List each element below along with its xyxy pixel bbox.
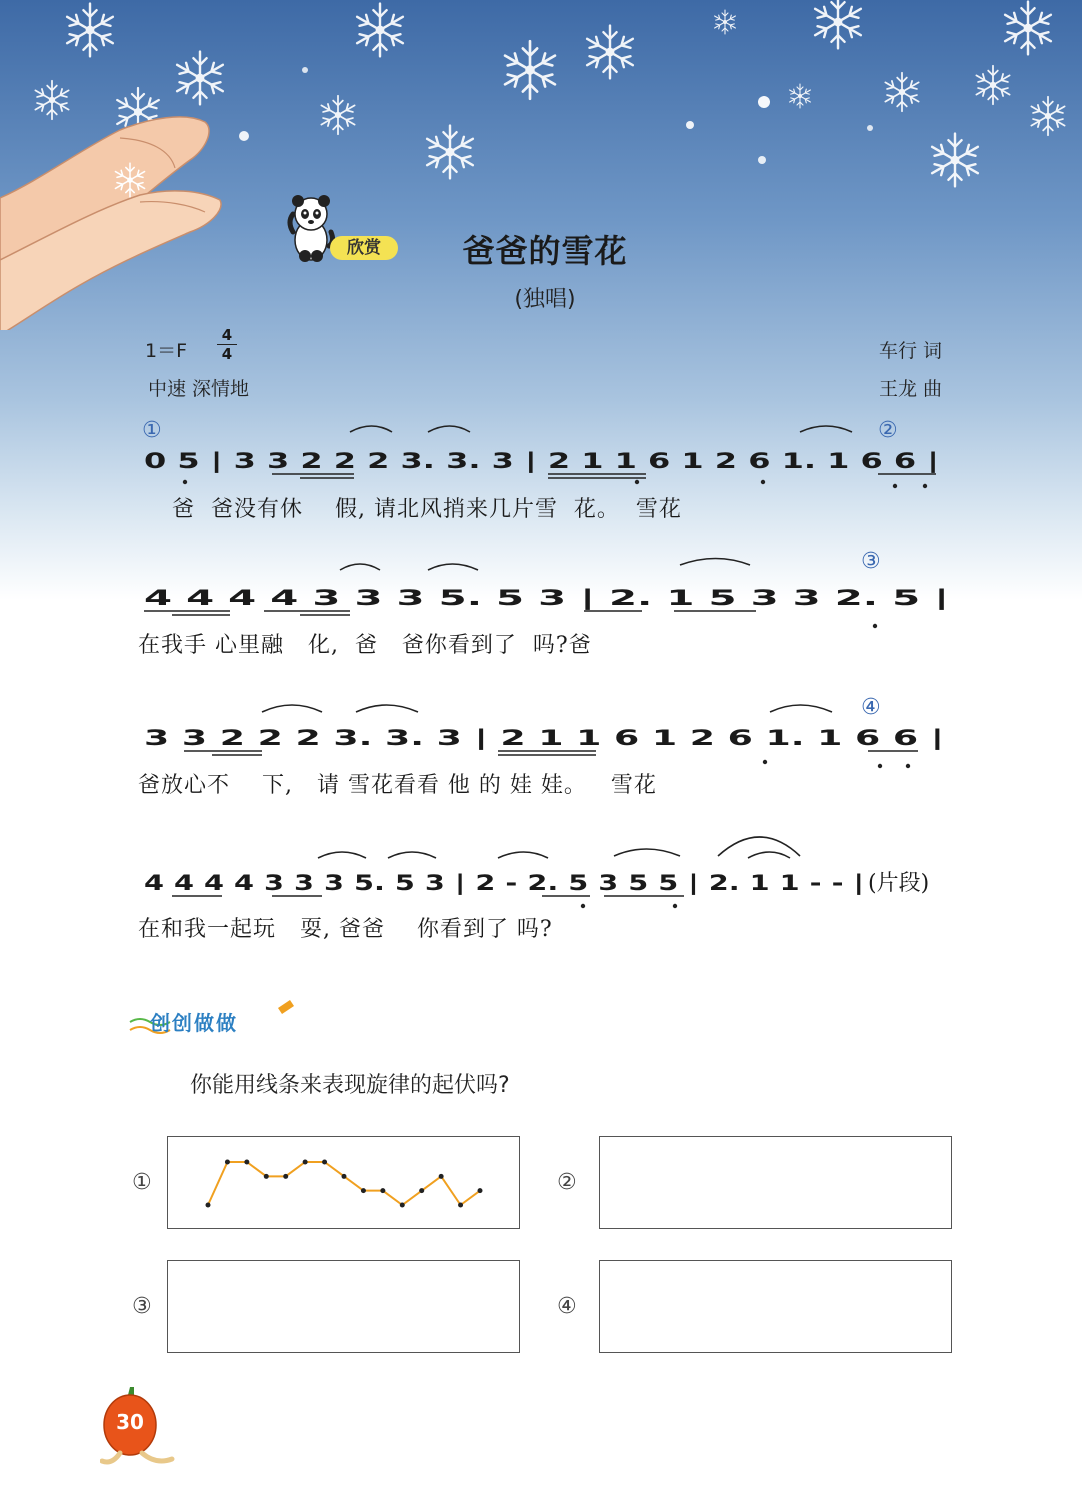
score-line-1-notes: 0 5 | 3 3 2 2 2 3. 3. 3 | 2 1 1 6 1 2 6 1. 1 6 6 | xyxy=(144,449,666,473)
score-line-2 xyxy=(144,549,949,615)
score-line-3 xyxy=(144,695,944,755)
score-line-2-notes: 4 4 4 4 3 3 3 5. 5 3 | 2. 1 5 3 3 2. 5 | xyxy=(144,586,564,610)
contour-point xyxy=(225,1160,230,1165)
song-title: 爸爸的雪花 xyxy=(462,232,628,270)
answer-box-4[interactable] xyxy=(599,1260,952,1353)
score-line-2-lyrics: 在我手 心里融 化, 爸 爸你看到了 吗?爸 xyxy=(138,633,592,658)
excerpt-note: (片段) xyxy=(868,871,930,896)
contour-point xyxy=(361,1188,366,1193)
octave-dot xyxy=(673,904,677,908)
octave-dot xyxy=(761,480,765,484)
song-subtitle: (独唱) xyxy=(514,287,576,312)
score-line-4-lyrics: 在和我一起玩 耍, 爸爸 你看到了 吗? xyxy=(138,917,553,942)
contour-point xyxy=(303,1160,308,1165)
octave-dot xyxy=(893,484,897,488)
contour-point xyxy=(342,1174,347,1179)
answer-box-3[interactable] xyxy=(167,1260,520,1353)
contour-point xyxy=(458,1203,463,1208)
score-line-4-notes: 4 4 4 4 3 3 3 5. 5 3 | 2 - 2. 5 3 5 5 | 2. 1 1 - - | xyxy=(144,871,671,895)
melody-contour-line xyxy=(168,1137,518,1227)
phrase-marker-1: ① xyxy=(142,418,162,443)
answer-box-2[interactable] xyxy=(599,1136,952,1229)
contour-point xyxy=(322,1160,327,1165)
answer-box-1[interactable] xyxy=(167,1136,520,1229)
box-1-label: ① xyxy=(132,1170,152,1195)
phrase-marker-3: ③ xyxy=(861,549,881,574)
octave-dot xyxy=(923,484,927,488)
box-2-label: ② xyxy=(557,1170,577,1195)
phrase-marker-4: ④ xyxy=(861,695,881,720)
contour-point xyxy=(264,1174,269,1179)
contour-polyline xyxy=(208,1162,480,1205)
octave-dot xyxy=(763,760,767,764)
contour-point xyxy=(244,1160,249,1165)
time-signature-bottom: 4 xyxy=(221,345,233,363)
lyricist-credit: 车行 词 xyxy=(878,340,942,362)
octave-dot xyxy=(581,904,585,908)
score-line-1 xyxy=(142,418,939,478)
contour-point xyxy=(206,1203,211,1208)
octave-dot xyxy=(635,480,639,484)
score-line-1-lyrics: 爸 爸没有休 假, 请北风捎来几片雪 花。 雪花 xyxy=(172,497,682,522)
activity-question: 你能用线条来表现旋律的起伏吗? xyxy=(190,1073,510,1098)
score-line-3-lyrics: 爸放心不 下, 请 雪花看看 他 的 娃 娃。 雪花 xyxy=(138,773,657,798)
box-3-label: ③ xyxy=(132,1294,152,1319)
box-4-label: ④ xyxy=(557,1294,577,1319)
page-number: 30 xyxy=(116,1410,144,1434)
score-line-4 xyxy=(144,837,929,896)
composer-credit: 王龙 曲 xyxy=(878,378,942,400)
contour-point xyxy=(439,1174,444,1179)
tempo-marking: 中速 深情地 xyxy=(148,378,250,400)
contour-point xyxy=(380,1188,385,1193)
contour-point xyxy=(400,1203,405,1208)
contour-point xyxy=(478,1188,483,1193)
contour-point xyxy=(283,1174,288,1179)
contour-point xyxy=(419,1188,424,1193)
time-signature-top: 4 xyxy=(221,326,233,344)
key-signature: 1＝F xyxy=(145,340,188,362)
phrase-marker-2: ② xyxy=(878,418,898,443)
octave-dot xyxy=(183,480,187,484)
activity-title: 创创做做 xyxy=(150,1011,238,1035)
appreciation-badge: 欣赏 xyxy=(330,236,398,260)
score-line-3-notes: 3 3 2 2 2 3. 3. 3 | 2 1 1 6 1 2 6 1. 1 6 6 | xyxy=(144,726,608,750)
